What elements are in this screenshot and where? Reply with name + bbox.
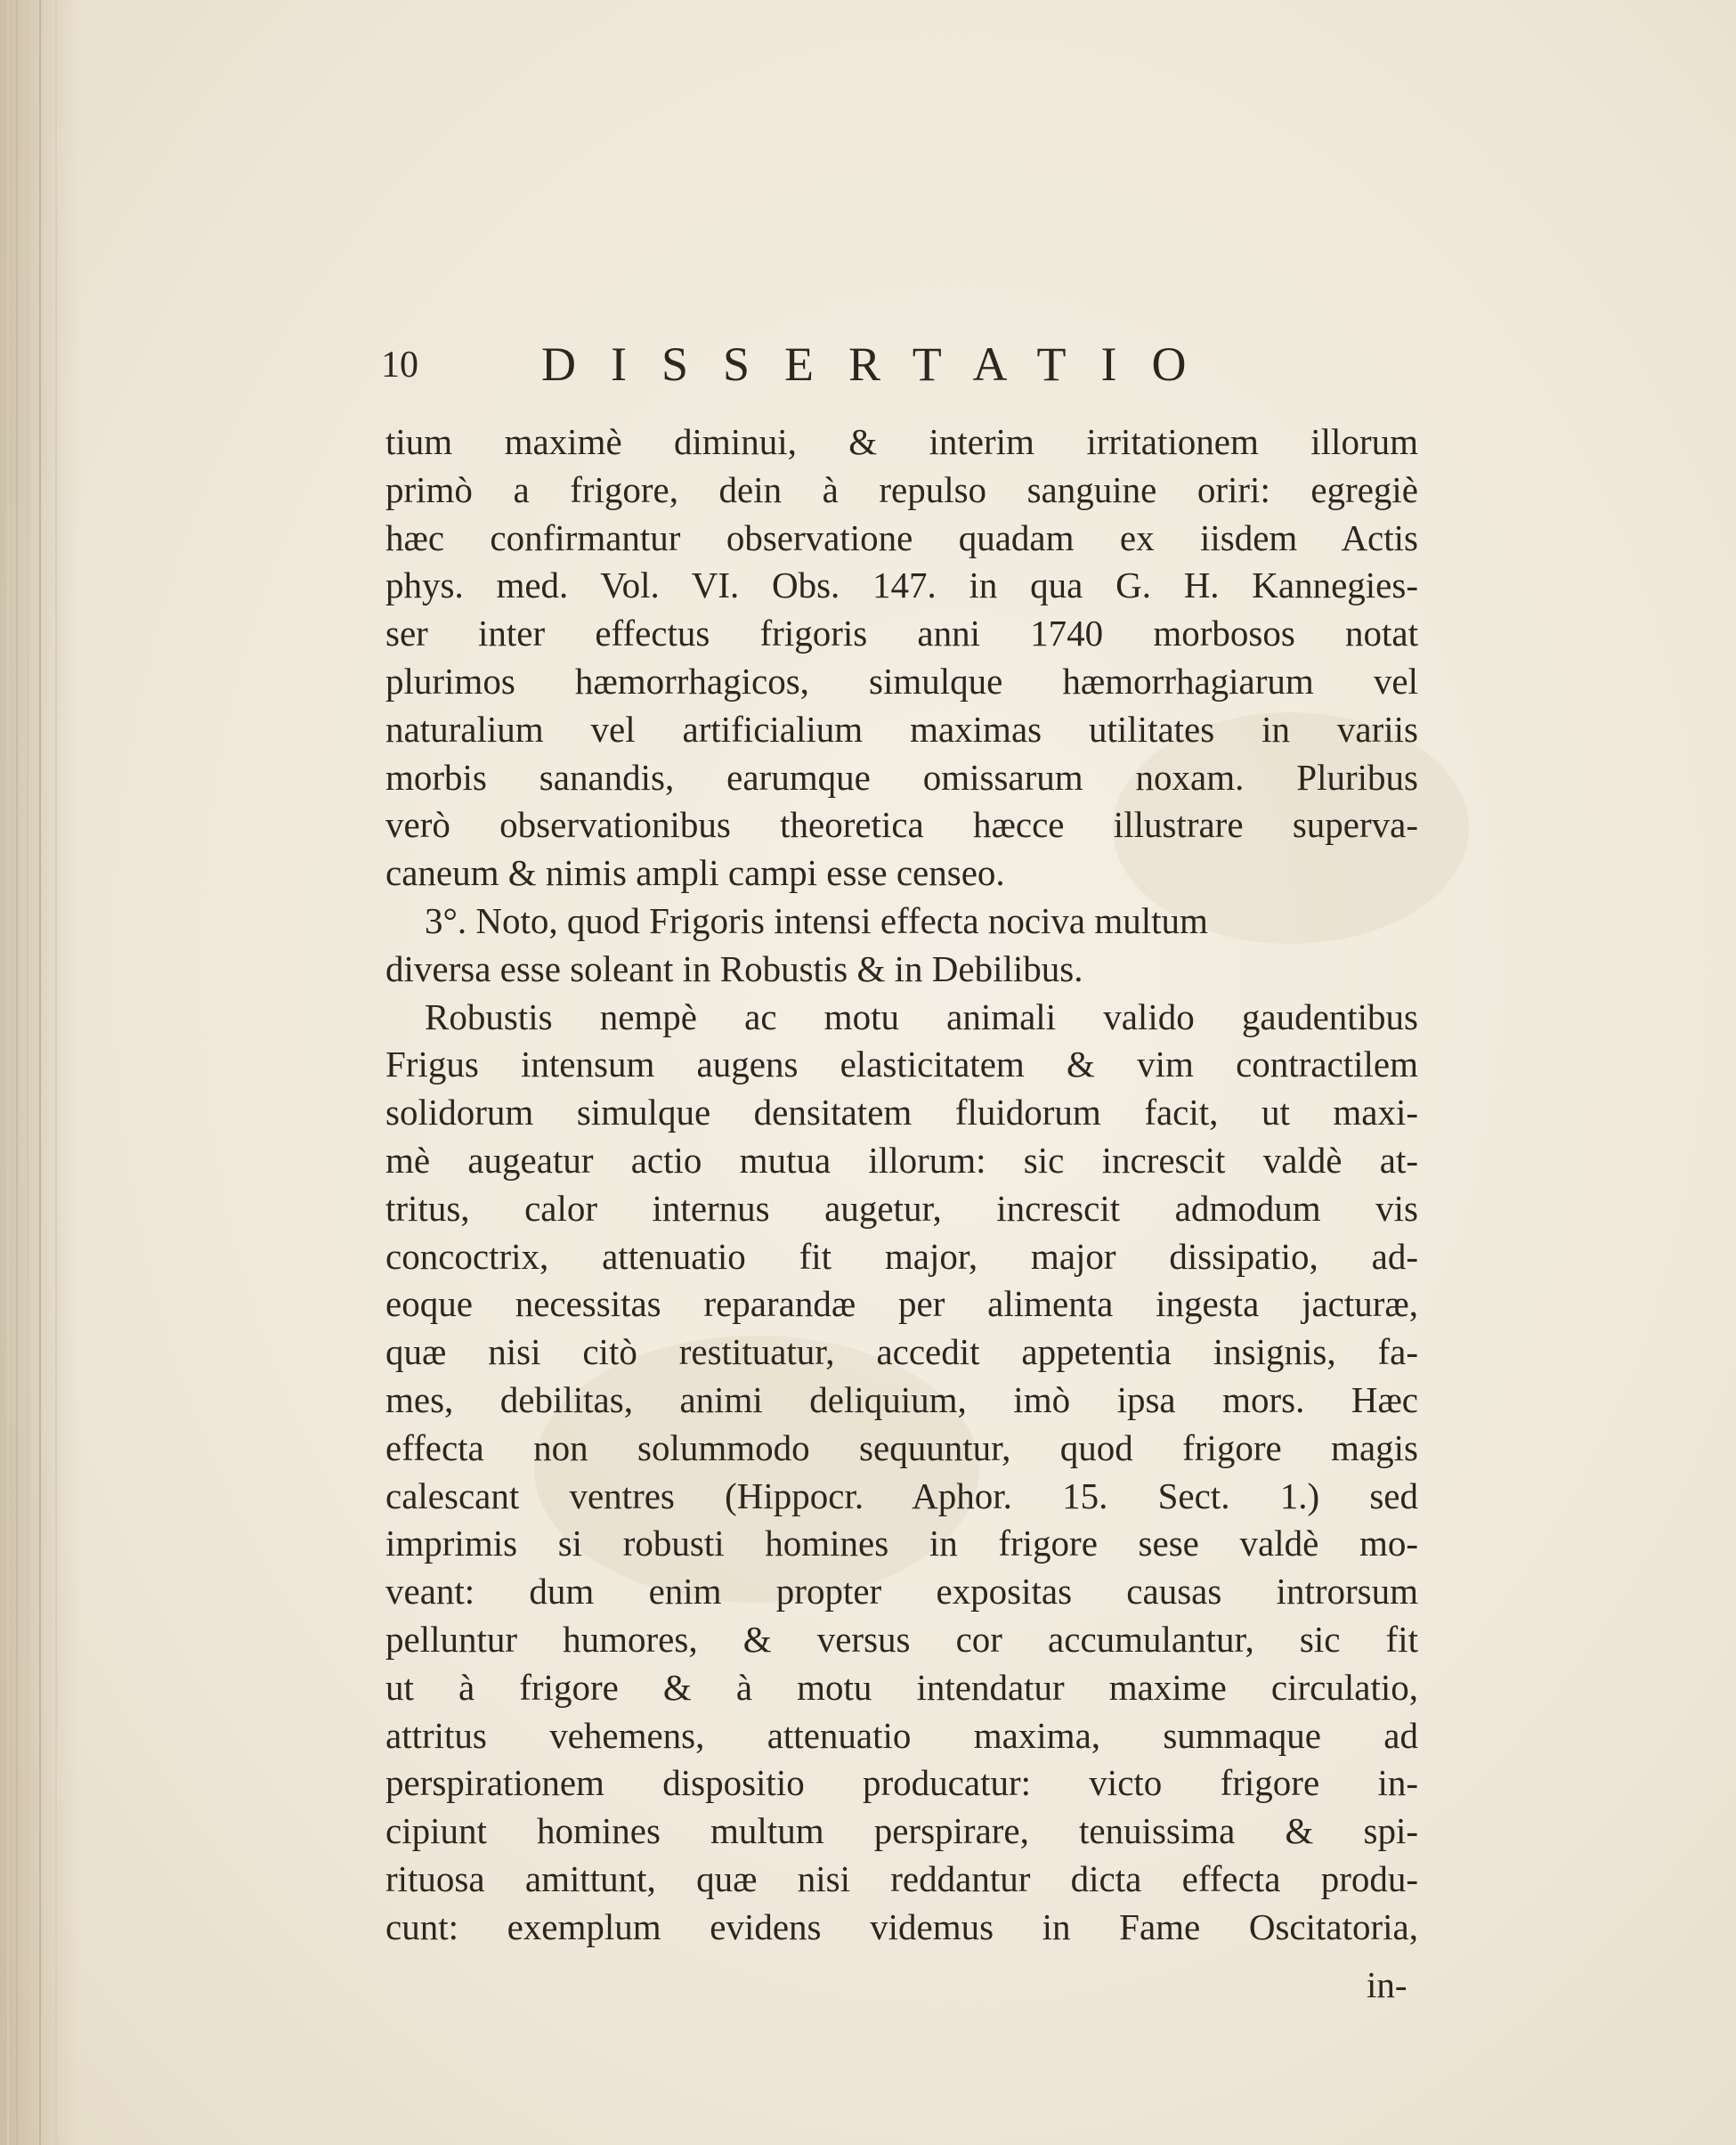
text-line: hæc confirmantur observatione quadam ex iisdem Actis	[385, 516, 1418, 558]
text-line: veant: dum enim propter expositas causas introrsum	[385, 1571, 1418, 1613]
text-line: verò observationibus theoretica hæcce illustrare superva-	[385, 804, 1418, 846]
text-line: solidorum simulque densitatem fluidorum facit, ut maxi-	[385, 1092, 1418, 1133]
page-edge	[16, 0, 18, 2145]
text-line: ut à frigore & à motu intendatur maxime circulatio,	[385, 1666, 1418, 1708]
catchword: in-	[1367, 1964, 1407, 2005]
text-line: plurimos hæmorrhagicos, simulque hæmorrhagiarum vel	[385, 660, 1418, 702]
text-line: cipiunt homines multum perspirare, tenuissima & spi-	[385, 1810, 1418, 1852]
body-text	[385, 418, 1418, 1952]
text-line: caneum & nimis ampli campi esse censeo.	[385, 852, 1005, 894]
text-line: tritus, calor internus augetur, increscit admodum vis	[385, 1187, 1418, 1229]
page-edge	[7, 0, 9, 2145]
page-header	[381, 328, 1271, 390]
text-line: tium maximè diminui, & interim irritationem illorum	[385, 421, 1418, 462]
text-line: calescant ventres (Hippocr. Aphor. 15. Sect. 1.) sed	[385, 1475, 1418, 1516]
text-line: eoque necessitas reparandæ per alimenta ingesta jacturæ,	[385, 1283, 1418, 1325]
text-line: quæ nisi citò restituatur, accedit appetentia insignis, fa-	[385, 1331, 1418, 1373]
text-line: primò a frigore, dein à repulso sanguine oriri: egregiè	[385, 468, 1418, 510]
page-edge	[27, 0, 28, 2145]
running-title: DISSERTATIO	[541, 337, 1221, 391]
text-line: naturalium vel artificialium maximas utilitates in variis	[385, 708, 1418, 750]
text-line: cunt: exemplum evidens videmus in Fame Oscitatoria,	[385, 1905, 1418, 1947]
text-line: mè augeatur actio mutua illorum: sic increscit valdè at-	[385, 1139, 1418, 1181]
text-line: pelluntur humores, & versus cor accumulantur, sic fit	[385, 1618, 1418, 1660]
text-line: morbis sanandis, earumque omissarum noxam. Pluribus	[385, 756, 1418, 798]
text-line: perspirationem dispositio producatur: victo frigore in-	[385, 1762, 1418, 1804]
page-edge	[55, 0, 57, 2145]
page-number: 10	[381, 345, 418, 386]
text-line: phys. med. Vol. VI. Obs. 147. in qua G. H. Kannegies-	[385, 565, 1418, 606]
text-line: concoctrix, attenuatio fit major, major dissipatio, ad-	[385, 1235, 1418, 1277]
text-line: rituosa amittunt, quæ nisi reddantur dicta effecta produ-	[385, 1857, 1418, 1899]
text-line: 3°. Noto, quod Frigoris intensi effecta nociva multum	[425, 899, 1208, 941]
text-line: imprimis si robusti homines in frigore sese valdè mo-	[385, 1523, 1418, 1564]
text-line: effecta non solummodo sequuntur, quod frigore magis	[385, 1426, 1418, 1468]
page-edge	[39, 0, 41, 2145]
text-line: mes, debilitas, animi deliquium, imò ipsa mors. Hæc	[385, 1378, 1418, 1420]
text-line: Frigus intensum augens elasticitatem & vim contractilem	[385, 1044, 1418, 1085]
text-line: attritus vehemens, attenuatio maxima, summaque ad	[385, 1714, 1418, 1756]
text-line: ser inter effectus frigoris anni 1740 morbosos notat	[385, 613, 1418, 654]
text-line: diversa esse soleant in Robustis & in Debilibus.	[385, 947, 1083, 989]
text-line: Robustis nempè ac motu animali valido gaudentibus	[425, 995, 1418, 1037]
